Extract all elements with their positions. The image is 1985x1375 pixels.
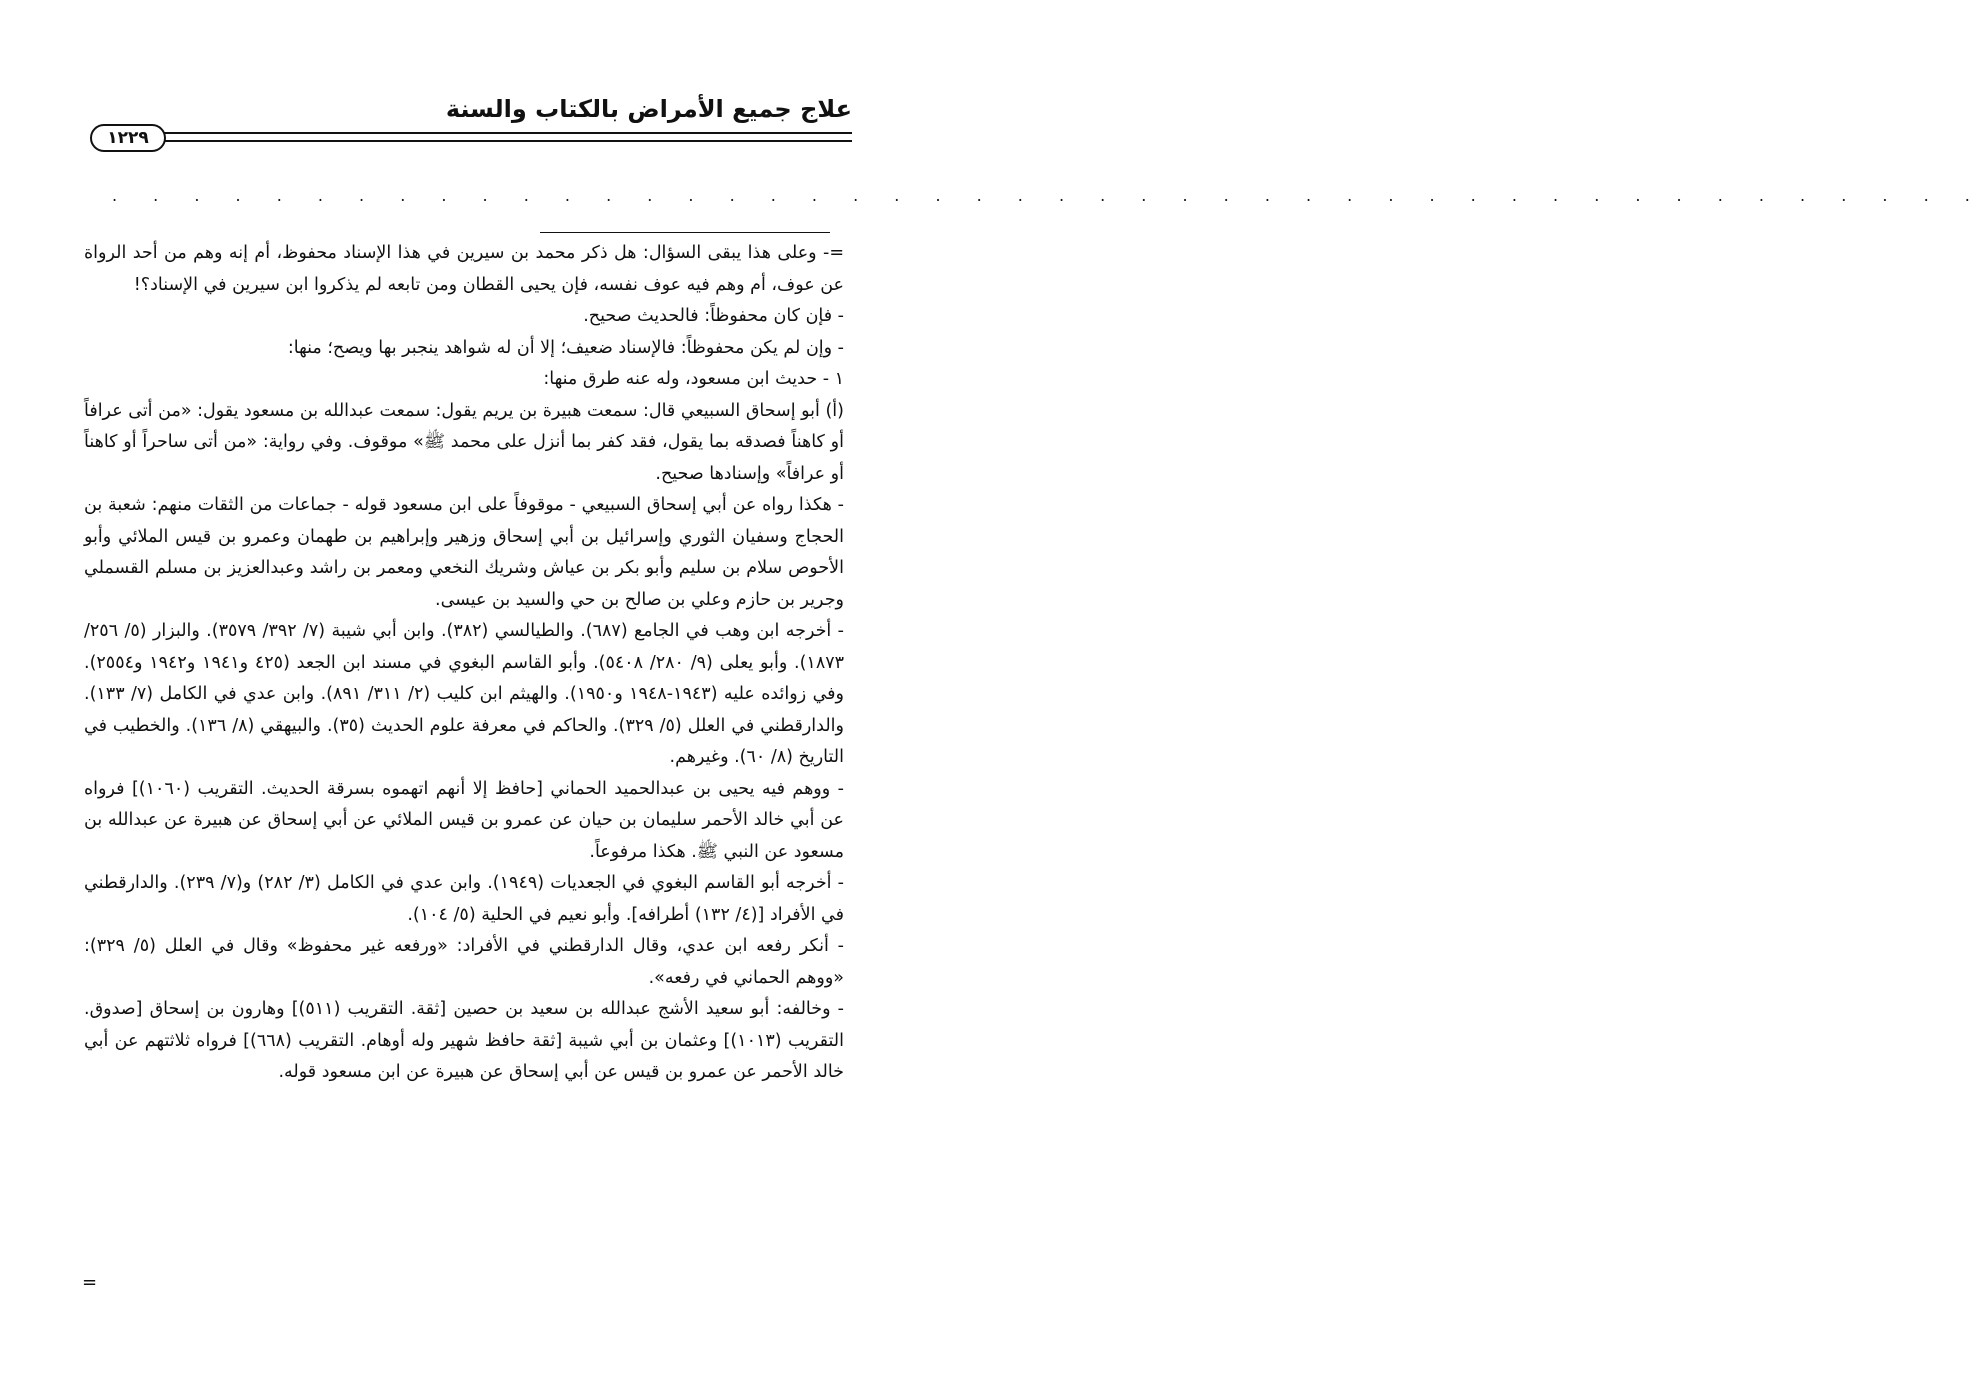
- page-number: ١٢٢٩: [90, 124, 166, 152]
- paragraph: - أخرجه ابن وهب في الجامع (٦٨٧). والطيالسي (٣٨٢). وابن أبي شيبة (٧/ ٣٩٢/ ٣٥٧٩). والبزار (٥/ ٢٥٦/ ١٨٧٣). وأبو يعلى (٩/ ٢٨٠/ ٥٤٠٨). وأبو القاسم البغوي في مسند ابن الجعد (٤٢٥ و١٩٤١ و١٩٤٢ و٢٥٥٤). وفي زوائده عليه (١٩٤٣-١٩٤٨ و١٩٥٠). والهيثم ابن كليب (٢/ ٣١١/ ٨٩١). وابن عدي في الكامل (٧/ ١٣٣). والدارقطني في العلل (٥/ ٣٢٩). والحاكم في معرفة علوم الحديث (٣٥). والبيهقي (٨/ ١٣٦). والخطيب في التاريخ (٨/ ٦٠). وغيرهم.: [84, 621, 845, 767]
- header-rule-bottom: [150, 140, 852, 142]
- paragraph: - وخالفه: أبو سعيد الأشج عبدالله بن سعيد بن حصين [ثقة. التقريب (٥١١)] وهارون بن إسحاق [صدوق. التقريب (١٠١٣)] وعثمان بن أبي شيبة [ثقة حافظ شهير وله أوهام. التقريب (٦٦٨)] فرواه ثلاثتهم عن أبي خالد الأحمر عن عمرو بن قيس عن أبي إسحاق عن هبيرة عن ابن مسعود قوله.: [84, 999, 844, 1082]
- running-header: [90, 90, 852, 150]
- paragraph: - وإن لم يكن محفوظاً: فالإسناد ضعيف؛ إلا أن له شواهد ينجبر بها ويصح؛ منها:: [287, 337, 844, 358]
- main-text-separator: . . . . . . . . . . . . . . . . . . . . . . . . . . . . . . . . . . . . . . . . . . . . . .: [112, 186, 1985, 205]
- paragraph: - هكذا رواه عن أبي إسحاق السبيعي - موقوفاً على ابن مسعود قوله - جماعات من الثقات منهم: شعبة بن الحجاج وسفيان الثوري وإسرائيل بن أبي إسحاق وزهير وإبراهيم بن طهمان وعمرو بن قيس الملائي وأبو الأحوص سلام بن سليم وأبو بكر بن عياش وشريك النخعي ومعمر بن راشد وعبدالعزيز بن مسلم القسملي وجرير بن حازم وعلي بن صالح بن حي والسيد بن عيسى.: [84, 495, 844, 610]
- paragraph: - أنكر رفعه ابن عدي، وقال الدارقطني في الأفراد: «ورفعه غير محفوظ» وقال في العلل (٥/ ٣٢٩): «ووهم الحماني في رفعه».: [84, 936, 844, 988]
- footnote-rule: [540, 232, 830, 233]
- continuation-mark: =: [82, 1272, 98, 1293]
- footnote-body: [84, 238, 844, 1089]
- paragraph: (أ) أبو إسحاق السبيعي قال: سمعت هبيرة بن يريم يقول: سمعت عبدالله بن مسعود يقول: «من أتى عرافاً أو كاهناً فصدقه بما يقول، فقد كفر بما أنزل على محمد ﷺ» موقوف. وفي رواية: «من أتى ساحراً أو كاهناً أو عرافاً» وإسنادها صحيح.: [84, 400, 844, 484]
- paragraph: ١ - حديث ابن مسعود، وله عنه طرق منها:: [543, 369, 844, 389]
- paragraph: - فإن كان محفوظاً: فالحديث صحيح.: [583, 306, 844, 326]
- paragraph: - ووهم فيه يحيى بن عبدالحميد الحماني [حافظ إلا أنهم اتهموه بسرقة الحديث. التقريب (١٠٦٠)] فرواه عن أبي خالد الأحمر سليمان بن حيان عن عمرو بن قيس الملائي عن أبي إسحاق عن هبيرة عن عبدالله بن مسعود عن النبي ﷺ. هكذا مرفوعاً.: [84, 778, 844, 862]
- book-title: علاج جميع الأمراض بالكتاب والسنة: [445, 95, 852, 123]
- paragraph: - أخرجه أبو القاسم البغوي في الجعديات (١٩٤٩). وابن عدي في الكامل (٣/ ٢٨٢) و(٧/ ٢٣٩). والدارقطني في الأفراد [(٤/ ١٣٢) أطرافه]. وأبو نعيم في الحلية (٥/ ١٠٤).: [84, 873, 844, 925]
- paragraph: =- وعلى هذا يبقى السؤال: هل ذكر محمد بن سيرين في هذا الإسناد محفوظ، أم إنه وهم من أحد الرواة عن عوف، أم وهم فيه عوف نفسه، فإن يحيى القطان ومن تابعه لم يذكروا ابن سيرين في الإسناد؟!: [84, 243, 844, 295]
- header-rule-top: [150, 132, 852, 134]
